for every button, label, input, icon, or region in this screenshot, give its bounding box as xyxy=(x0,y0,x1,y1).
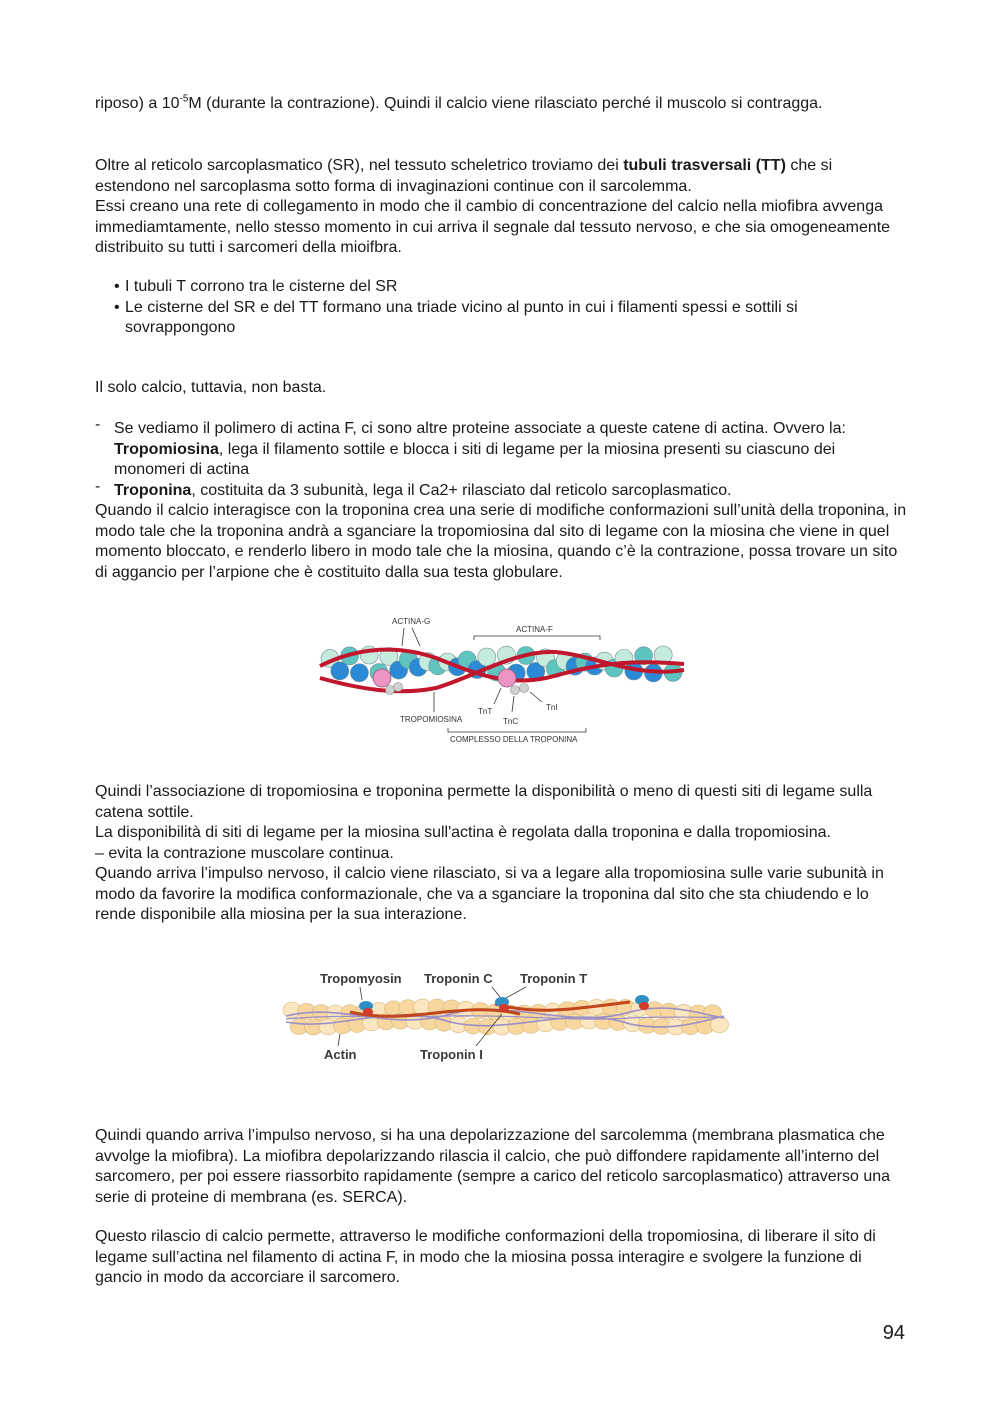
bullet-list xyxy=(95,277,910,339)
bullet-marker: • xyxy=(114,278,120,295)
pointer-line xyxy=(530,692,542,702)
bold-term-tubuli: tubuli trasversali (TT) xyxy=(623,157,786,174)
label-actin: Actin xyxy=(324,1047,357,1062)
pointer-line xyxy=(492,987,500,997)
text: Quindi quando arriva l’impulso nervoso, si ha una depolarizzazione del sarcolemma (membrana plasmatica che avvolge la miofibra). La miofibra depolarizzando rilascia il calcio, che può diffondere rapidamente all’interno del sarcomero, per poi essere riassorbito rapidamente (sempre a carico del reticolo sarcoplasmatico) attraverso una serie di proteine di membrana (es. SERCA). xyxy=(95,1127,891,1206)
list-item-text: Le cisterne del SR e del TT formano una triade vicino al punto in cui i filamenti spessi e sottili si sovrappongono xyxy=(125,298,798,336)
paragraph-association: Quindi l’associazione di tropomiosina e troponina permette la disponibilità o meno di questi siti di legame sulla catena sottile. xyxy=(95,783,873,821)
label-troponin-i: Troponin I xyxy=(420,1047,483,1062)
troponin-subunit-icon xyxy=(511,686,520,695)
pointer-line xyxy=(506,987,526,998)
actin-monomer-icon xyxy=(478,648,496,666)
list-item-text: I tubuli T corrono tra le cisterne del SR xyxy=(125,278,398,295)
paragraph-calcium-troponin: Quando il calcio interagisce con la troponina crea una serie di modifiche conformazioni sull’unità della troponina, in modo tale che la troponina andrà a sganciare la tropomiosina dal sito di legame con la miosina che viene in quel momento bloccato, e renderlo libero in modo tale che la miosina, quando c’è la contrazione, possa trovare un sito di aggancio per l’arpione che è costituito dalla sua testa globulare. xyxy=(95,502,907,581)
text: Se vediamo il polimero di actina F, ci sono altre proteine associate a queste catene di actina. Ovvero la: xyxy=(114,420,846,437)
list-item xyxy=(95,298,910,339)
dash-item-tropomiosina xyxy=(95,416,910,481)
paragraph-network: Essi creano una rete di collegamento in modo che il cambio di concentrazione del calcio nella miofibra avvenga immediamtamente, nello stesso momento in cui arriva il segnale dal tessuto nervoso, e che sia omogeneamente distribuito su tutti i sarcomeri della mioifbra. xyxy=(95,198,891,256)
label-troponin-c: Troponin C xyxy=(424,971,493,986)
label-tni: TnI xyxy=(546,703,558,712)
pointer-line xyxy=(338,1034,340,1046)
bold-term-tropomiosina: Tropomiosina xyxy=(114,440,219,458)
text: Oltre al reticolo sarcoplasmatico (SR), nel tessuto scheletrico troviamo dei xyxy=(95,157,624,174)
label-troponin-t: Troponin T xyxy=(520,971,588,986)
text: riposo) a 10 xyxy=(95,95,180,112)
actin-monomer-icon xyxy=(331,662,349,680)
paragraph-depolarization xyxy=(95,1126,910,1208)
paragraph-block-regulation xyxy=(95,782,910,926)
label-actina-f: ACTINA-F xyxy=(516,625,553,634)
troponin-complex-icon xyxy=(373,669,391,687)
paragraph-nerve-impulse: Quando arriva l’impulso nervoso, il calcio viene rilasciato, si va a legare alla tropomiosina sulle varie subunità in modo da favorire la modifica conformazionale, che va a sganciare la troponina dal sito che sta chiudendo e lo rende disponibile alla miosina per la sua interazione. xyxy=(95,865,884,923)
troponin-i-icon xyxy=(639,1002,649,1010)
pointer-line xyxy=(360,987,362,1000)
bullet-marker: • xyxy=(114,298,120,316)
troponin-i-icon xyxy=(363,1008,373,1016)
dash-marker: - xyxy=(95,477,101,495)
paragraph-calcium-concentration xyxy=(95,94,910,115)
paragraph-t-tubules xyxy=(95,156,910,259)
dash-marker: - xyxy=(95,416,101,433)
paragraph-availability: La disponibilità di siti di legame per la miosina sull'actina è regolata dalla troponina e dalla tropomiosina. xyxy=(95,824,831,841)
bold-term-troponina: Troponina xyxy=(114,481,192,499)
pointer-line xyxy=(402,628,404,646)
label-tnt: TnT xyxy=(478,707,493,716)
troponin-subunit-icon xyxy=(394,683,403,692)
dash-list xyxy=(95,416,910,583)
label-actina-g: ACTINA-G xyxy=(392,617,431,626)
exponent: -5 xyxy=(179,93,189,105)
pointer-line xyxy=(412,628,420,646)
actin-monomer-icon xyxy=(350,664,368,682)
troponin-subunit-icon xyxy=(386,686,395,695)
actin-filament-figure xyxy=(316,608,688,750)
paragraph-calcium-release xyxy=(95,1227,910,1289)
text: , costituita da 3 subunità, lega il Ca2+ rilasciato dal reticolo sarcoplasmatico. xyxy=(191,481,732,499)
troponin-subunit-icon xyxy=(520,684,529,693)
label-tnc: TnC xyxy=(503,717,519,726)
dash-item-troponina xyxy=(95,477,910,502)
troponin-i-icon xyxy=(499,1004,509,1012)
bracket-complesso xyxy=(448,728,586,732)
troponin-complex-icon xyxy=(498,669,516,687)
label-tropomyosin: Tropomyosin xyxy=(320,971,402,986)
label-tropomiosina: TROPOMIOSINA xyxy=(400,715,463,724)
pointer-line xyxy=(512,696,514,712)
text: , lega il filamento sottile e blocca i siti di legame per la miosina presenti su ciascuno dei monomeri di actina xyxy=(114,440,836,478)
list-item xyxy=(95,277,910,298)
text: Il solo calcio, tuttavia, non basta. xyxy=(95,379,327,396)
bracket-actina-f xyxy=(474,636,600,640)
text: che si estendono nel sarcoplasma sotto forma di invaginazioni continue con il sarcolemma. xyxy=(95,157,833,195)
label-complesso-troponina: COMPLESSO DELLA TROPONINA xyxy=(450,735,578,744)
paragraph-prevents-contraction: – evita la contrazione muscolare continua. xyxy=(95,844,394,862)
text: M (durante la contrazione). Quindi il calcio viene rilasciato perché il muscolo si contragga. xyxy=(188,95,823,112)
text: Questo rilascio di calcio permette, attraverso le modifiche conformazioni della tropomiosina, di liberare il sito di legame sull’actina nel filamento di actina F, in modo che la miosina possa interagire e svolgere la funzione di gancio in modo da accorciare il sarcomero. xyxy=(95,1228,876,1286)
pointer-line xyxy=(494,688,501,704)
thin-filament-figure xyxy=(280,966,730,1068)
paragraph-calcium-not-enough xyxy=(95,378,910,399)
page-number: 94 xyxy=(882,1322,905,1344)
